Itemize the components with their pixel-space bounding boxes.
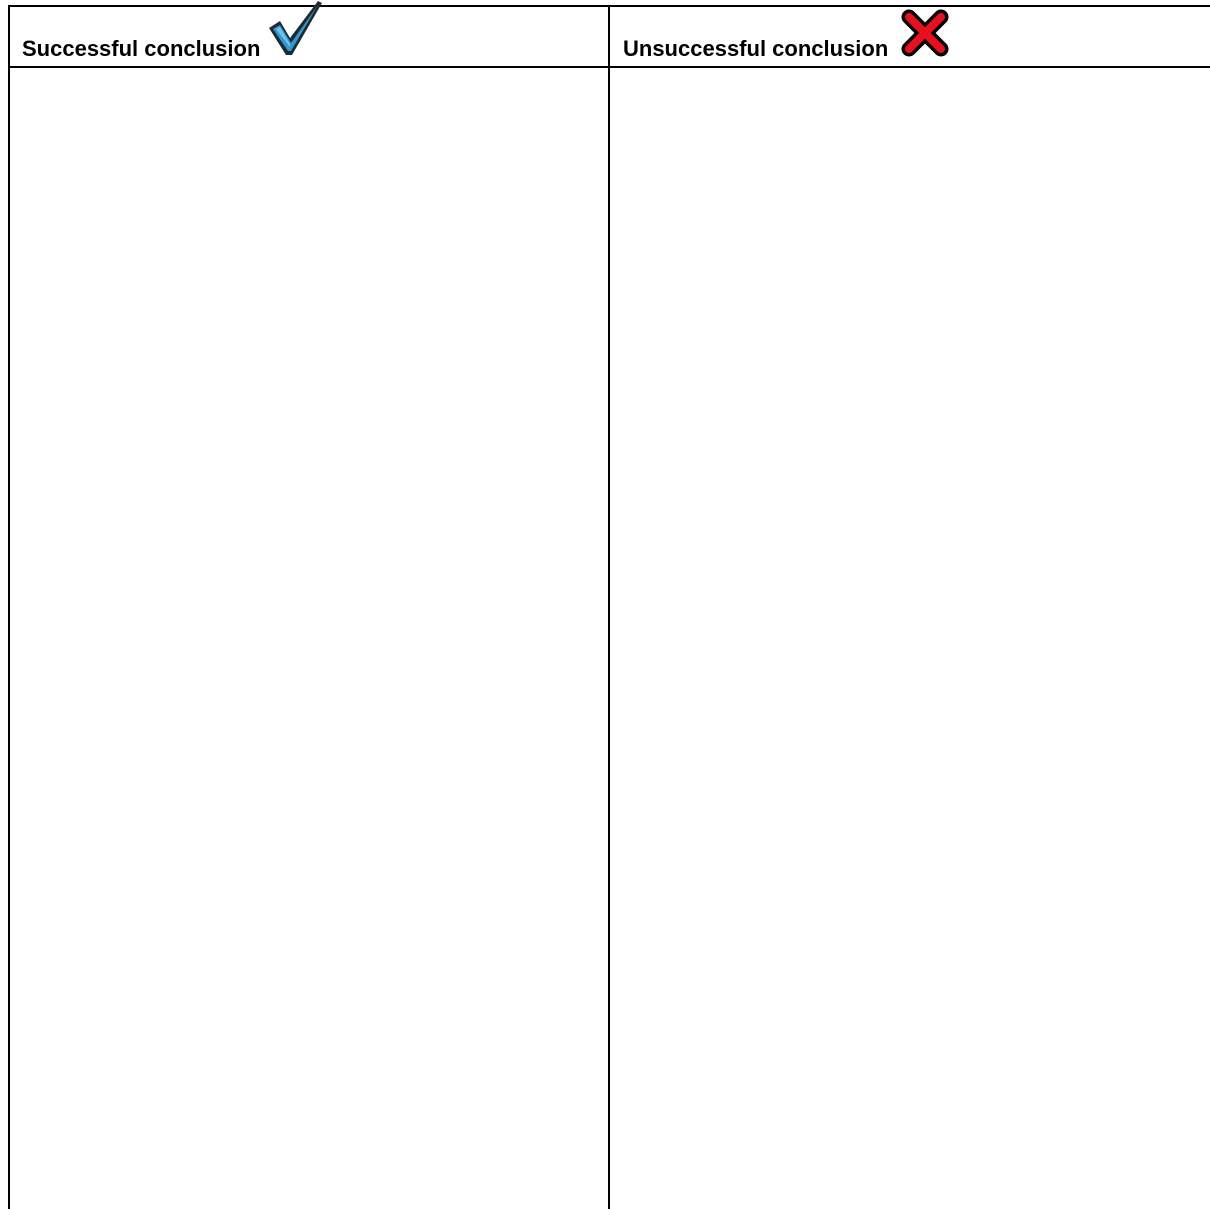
successful-conclusion-heading: Successful conclusion bbox=[22, 36, 261, 61]
unsuccessful-conclusion-cell[interactable] bbox=[610, 68, 1210, 1209]
successful-conclusion-cell[interactable] bbox=[10, 68, 608, 1209]
header-unsuccessful-conclusion bbox=[623, 7, 1203, 66]
red-x-icon bbox=[900, 8, 950, 58]
unsuccessful-conclusion-heading: Unsuccessful conclusion bbox=[623, 36, 889, 61]
checkmark-icon bbox=[266, 0, 324, 58]
header-successful-conclusion bbox=[22, 7, 602, 66]
